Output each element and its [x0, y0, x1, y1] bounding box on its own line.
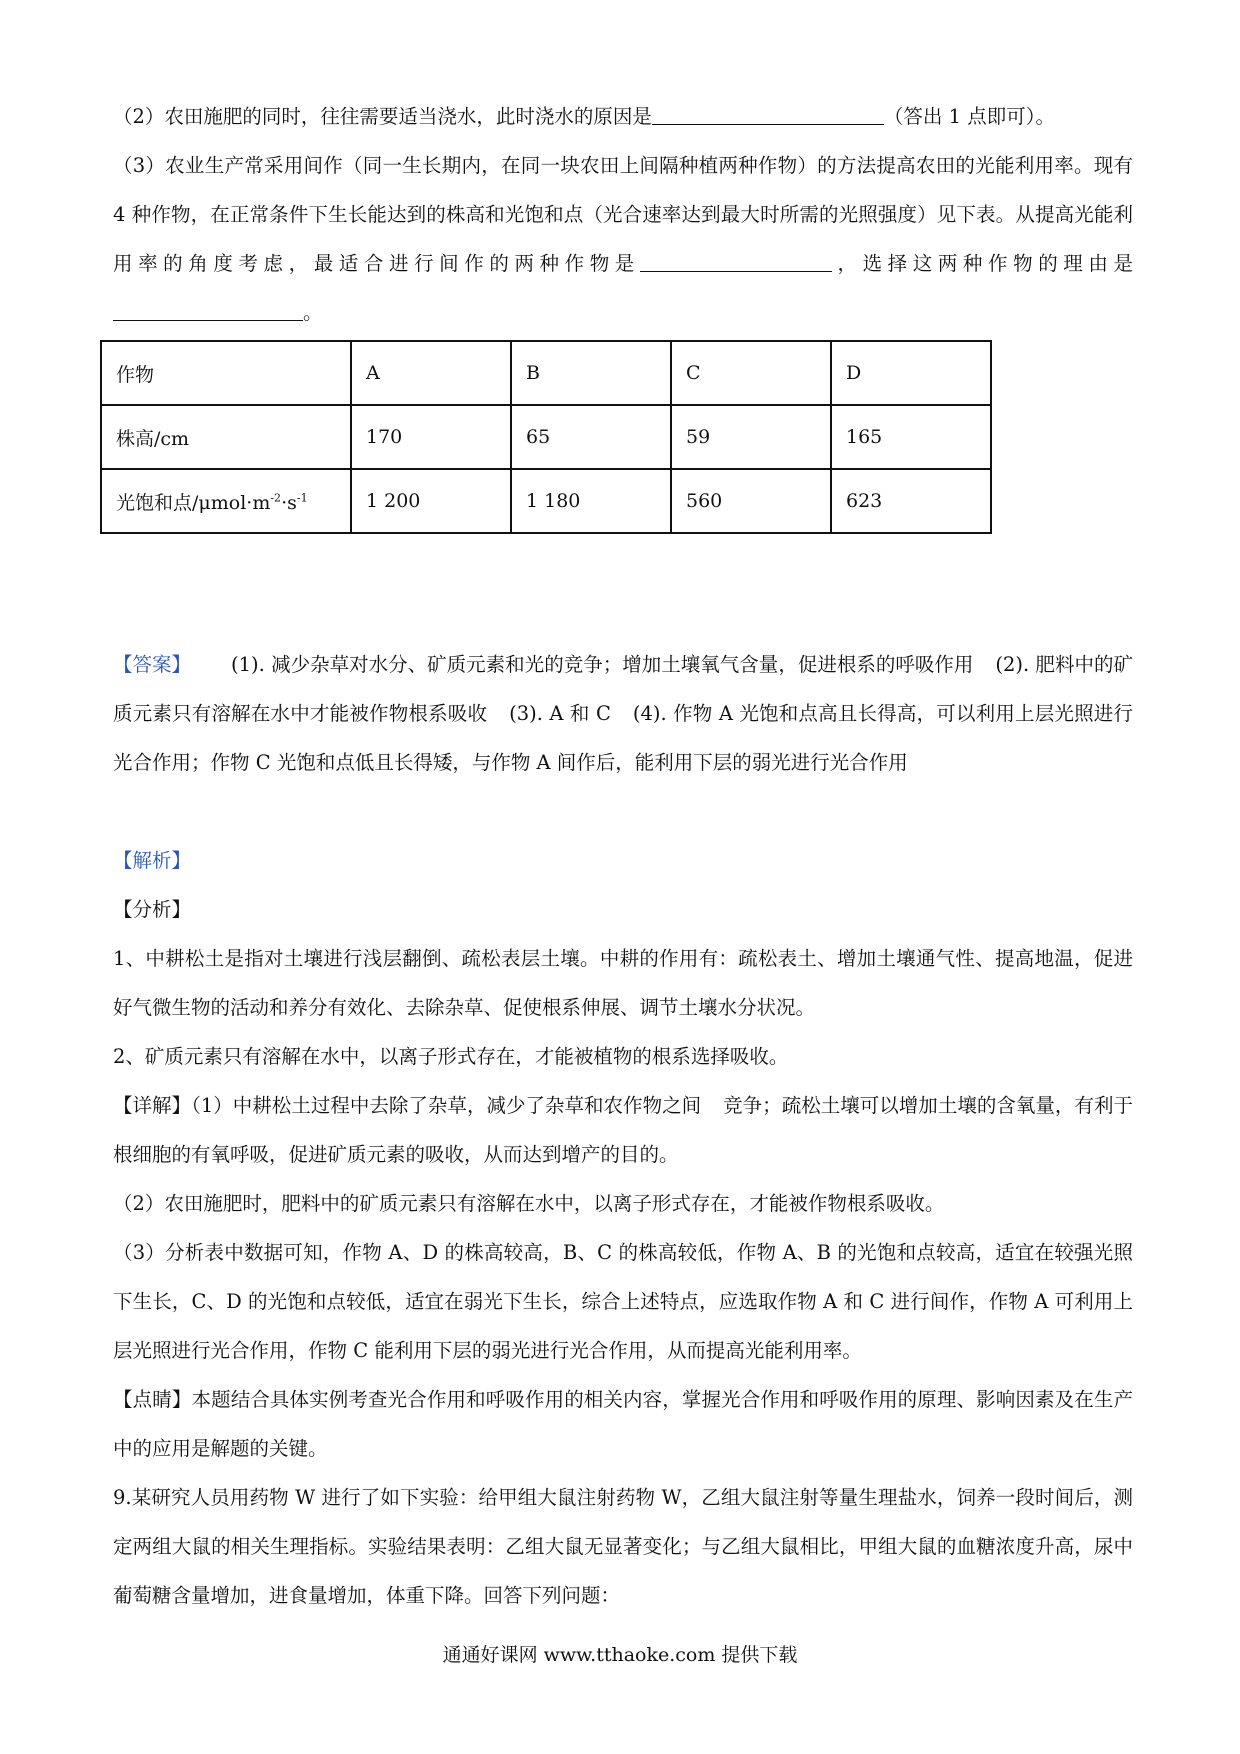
table-cell: 1 200 — [351, 469, 511, 533]
table-cell: 株高/cm — [101, 405, 351, 469]
table-row — [101, 405, 991, 469]
answer-part-4: (4). 作物 A 光饱和点高且长得高，可以利用上层光照进行光合作用；作物 C 光饱和点低且长得矮，与作物 A 间作后，能利用下层的弱光进行光合作用 — [113, 702, 1134, 774]
detail-1-text-a: （1）中耕松土过程中去除了杂草，减少了杂草和农作物之间 — [191, 1094, 702, 1117]
fenxi-label: 【分析】 — [113, 898, 192, 921]
question-3-text: （3）农业生产常采用间作（同一生长期内，在同一块农田上间隔种植两种作物）的方法提高农田的光能利用率。现有 4 种作物，在正常条件下生长能达到的株高和光饱和点（光合速率达到最大时所需的光照强度）见下表。从提高光能利用率的角度考虑，最适合进行间作的两种作物是 — [113, 154, 1133, 275]
detail-2: （2）农田施肥时，肥料中的矿质元素只有溶解在水中，以离子形式存在，才能被作物根系吸收。 — [113, 1192, 945, 1215]
unit-label-mid: ·s — [281, 491, 297, 514]
unit-superscript: -2 — [270, 491, 282, 505]
detail-3: （3）分析表中数据可知，作物 A、D 的株高较高，B、C 的株高较低，作物 A、B 的光饱和点较高，适宜在较强光照下生长，C、D 的光饱和点较低，适宜在弱光下生长，综合上述特点，应选取作物 A 和 C 进行间作，作物 A 可利用上层光照进行光合作用，作物 C 能利用下层的弱光进行光合作用，从而提高光能利用率。 — [113, 1241, 1133, 1362]
table-cell: 560 — [671, 469, 831, 533]
fenxi-point-2: 2、矿质元素只有溶解在水中，以离子形式存在，才能被植物的根系选择吸收。 — [113, 1045, 789, 1068]
table-cell: 623 — [831, 469, 991, 533]
detail-label: 【详解】 — [113, 1094, 192, 1117]
answer-part-2: (2). 肥料中的矿质元素只有溶解在水中才能被作物根系吸收 — [113, 653, 1133, 725]
table-cell: 作物 — [101, 341, 351, 405]
question-3 — [113, 141, 1133, 337]
question-3-mid: ，选择这两种作物的理由是 — [831, 252, 1133, 275]
answer-section — [113, 640, 1133, 787]
table-cell: D — [831, 341, 991, 405]
question-2-suffix: （答出 1 点即可）。 — [883, 105, 1055, 128]
table-cell: 165 — [831, 405, 991, 469]
dianjing-text: 本题结合具体实例考查光合作用和呼吸作用的相关内容，掌握光合作用和呼吸作用的原理、影响因素及在生产中的应用是解题的关键。 — [113, 1388, 1133, 1460]
table-cell: 65 — [511, 405, 671, 469]
dianjing-label: 【点睛】 — [113, 1388, 192, 1411]
answer-part-1: (1). 减少杂草对水分、矿质元素和光的竞争；增加土壤氧气含量，促进根系的呼吸作用 — [231, 653, 974, 676]
fenxi-point-1: 1、中耕松土是指对土壤进行浅层翻倒、疏松表层土壤。中耕的作用有：疏松表土、增加土壤通气性、提高地温，促进好气微生物的活动和养分有效化、去除杂草、促使根系伸展、调节土壤水分状况。 — [113, 947, 1133, 1019]
page-footer: 通通好课网 www.tthaoke.com 提供下载 — [442, 1644, 798, 1666]
answer-blank[interactable] — [652, 100, 884, 125]
table-cell: B — [511, 341, 671, 405]
dianjing — [113, 1375, 1133, 1473]
question-2-text: （2）农田施肥的同时，往往需要适当浇水，此时浇水的原因是 — [113, 105, 652, 128]
analysis-label: 【解析】 — [113, 849, 192, 872]
answer-part-3: (3). A 和 C — [509, 702, 611, 725]
table-cell: 1 180 — [511, 469, 671, 533]
question-2 — [113, 92, 1133, 141]
table-cell: C — [671, 341, 831, 405]
table-cell: 170 — [351, 405, 511, 469]
table-cell — [101, 469, 351, 533]
table-row — [101, 341, 991, 405]
unit-superscript: -1 — [296, 491, 308, 505]
detail-1-text-b: 竞争；疏松土壤可以增加土壤的含氧量，有利于根细胞的有氧呼吸，促进矿质元素的吸收，从而达到增产的目的。 — [113, 1094, 1133, 1166]
question-3-end: 。 — [303, 301, 323, 324]
table-row — [101, 469, 991, 533]
answer-blank[interactable] — [113, 296, 303, 321]
answer-label: 【答案】 — [113, 653, 192, 676]
table-cell: A — [351, 341, 511, 405]
crop-table — [100, 340, 992, 534]
answer-blank[interactable] — [640, 247, 832, 272]
detail-1 — [113, 1081, 1133, 1179]
question-9: 9.某研究人员用药物 W 进行了如下实验：给甲组大鼠注射药物 W，乙组大鼠注射等量生理盐水，饲养一段时间后，测定两组大鼠的相关生理指标。实验结果表明：乙组大鼠无显著变化；与乙组大鼠相比，甲组大鼠的血糖浓度升高，尿中葡萄糖含量增加，进食量增加，体重下降。回答下列问题： — [113, 1486, 1133, 1607]
unit-label: 光饱和点/μmol·m — [116, 491, 271, 514]
analysis-section — [113, 836, 1133, 1620]
table-cell: 59 — [671, 405, 831, 469]
